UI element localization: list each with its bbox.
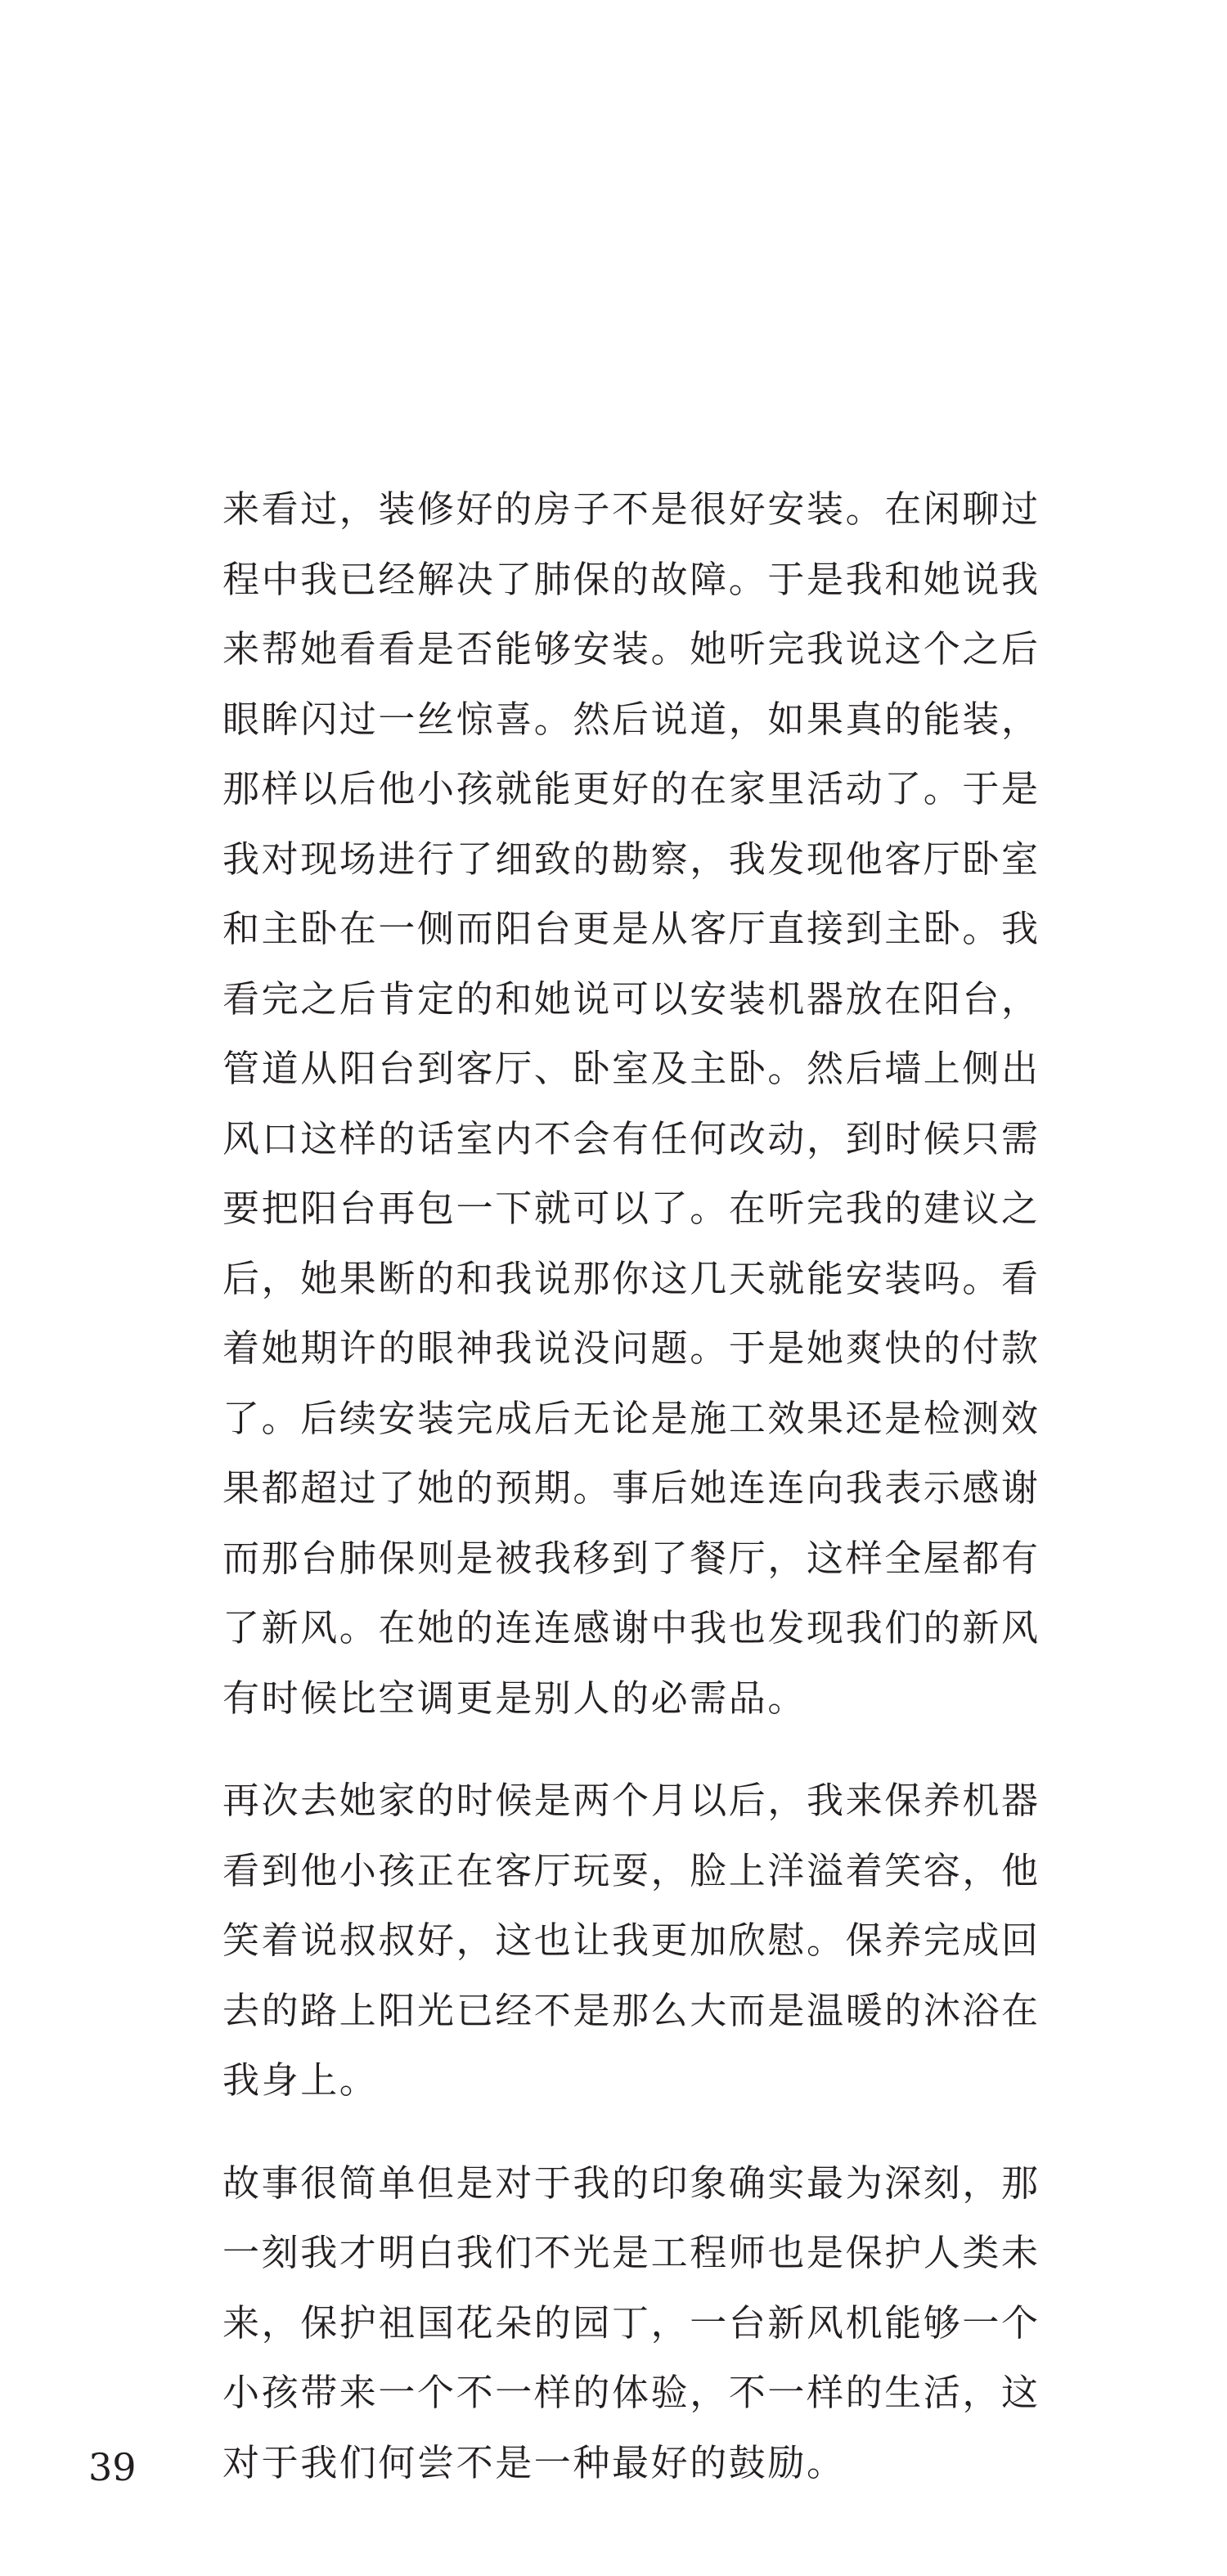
text-line: 而那台肺保则是被我移到了餐厅，这样全屋都有	[222, 1536, 1040, 1580]
text-line: 小孩带来一个不一样的体验，不一样的生活，这	[222, 2371, 1040, 2414]
text-line: 了。后续安装完成后无论是施工效果还是检测效	[222, 1396, 1040, 1440]
text-line: 了新风。在她的连连感谢中我也发现我们的新风	[222, 1606, 1040, 1649]
page-number: 39	[88, 2445, 137, 2489]
text-line: 那样以后他小孩就能更好的在家里活动了。于是	[222, 767, 1040, 810]
text-line: 看到他小孩正在客厅玩耍，脸上洋溢着笑容，他	[222, 1848, 1040, 1892]
text-line: 一刻我才明白我们不光是工程师也是保护人类未	[222, 2231, 1040, 2274]
text-line: 眼眸闪过一丝惊喜。然后说道，如果真的能装，	[222, 697, 1040, 741]
text-line: 和主卧在一侧而阳台更是从客厅直接到主卧。我	[222, 907, 1040, 950]
text-line: 对于我们何尝不是一种最好的鼓励。	[222, 2440, 846, 2484]
text-line: 去的路上阳光已经不是那么大而是温暖的沐浴在	[222, 1988, 1040, 2032]
text-line: 故事很简单但是对于我的印象确实最为深刻，那	[222, 2161, 1040, 2205]
text-line: 后，她果断的和我说那你这几天就能安装吗。看	[222, 1256, 1040, 1300]
paragraph-3	[222, 2148, 1153, 2498]
text-line: 着她期许的眼神我说没问题。于是她爽快的付款	[222, 1326, 1040, 1370]
text-line: 再次去她家的时候是两个月以后，我来保养机器	[222, 1779, 1040, 1822]
text-line: 来帮她看看是否能够安装。她听完我说这个之后	[222, 627, 1040, 671]
text-line: 管道从阳台到客厅、卧室及主卧。然后墙上侧出	[222, 1047, 1040, 1090]
text-line: 笑着说叔叔好，这也让我更加欣慰。保养完成回	[222, 1919, 1040, 1962]
text-line: 我对现场进行了细致的勘察，我发现他客厅卧室	[222, 837, 1040, 881]
text-line: 来看过，装修好的房子不是很好安装。在闲聊过	[222, 487, 1040, 531]
text-line: 果都超过了她的预期。事后她连连向我表示感谢	[222, 1466, 1040, 1510]
text-line: 看完之后肯定的和她说可以安装机器放在阳台，	[222, 976, 1040, 1021]
text-line: 风口这样的话室内不会有任何改动，到时候只需	[222, 1116, 1040, 1160]
text-line: 来，保护祖国花朵的园丁，一台新风机能够一个	[222, 2300, 1040, 2345]
text-line: 程中我已经解决了肺保的故障。于是我和她说我	[222, 557, 1040, 601]
text-line: 我身上。	[222, 2058, 379, 2102]
text-line: 要把阳台再包一下就可以了。在听完我的建议之	[222, 1187, 1040, 1230]
paragraph-2	[222, 1766, 1153, 2116]
paragraph-1	[222, 474, 1153, 1733]
body-text	[222, 474, 1153, 2497]
text-line: 有时候比空调更是别人的必需品。	[222, 1676, 807, 1720]
